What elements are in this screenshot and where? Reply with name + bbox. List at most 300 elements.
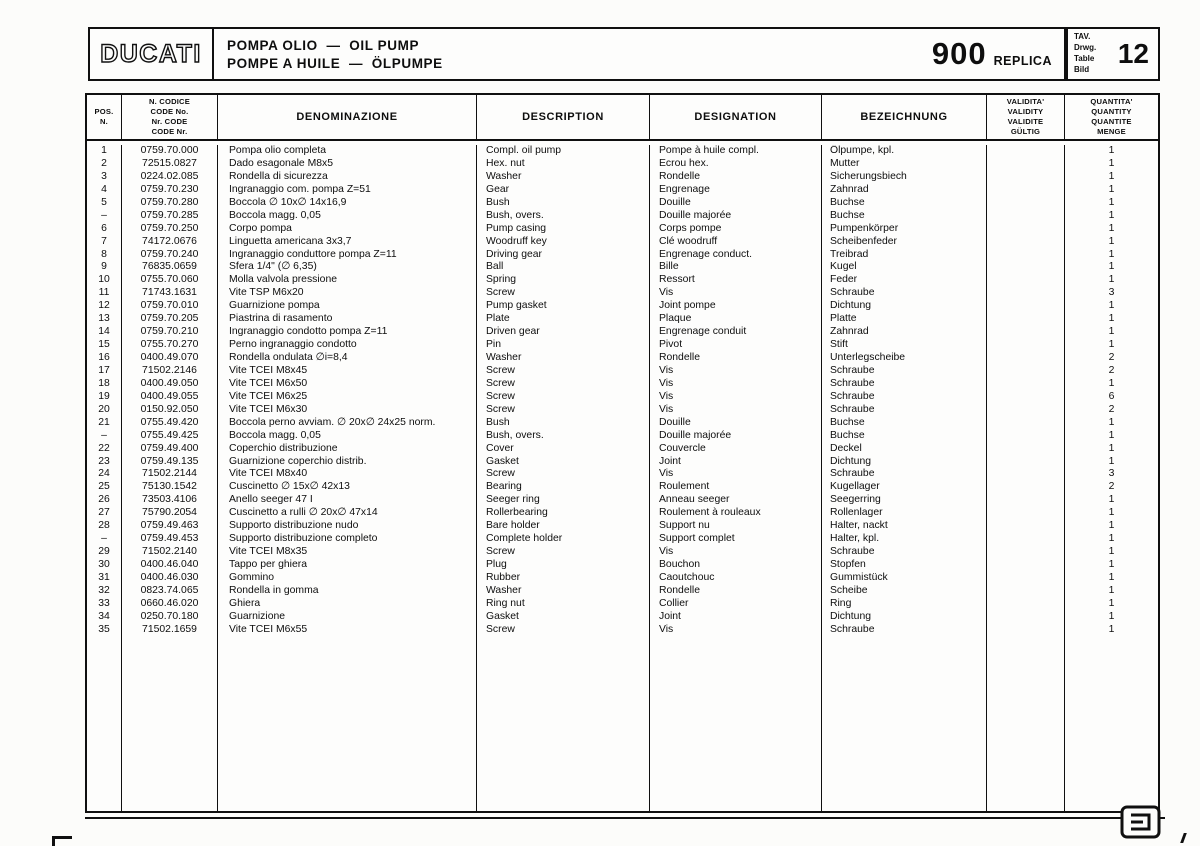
quantity-cell: 1 — [1108, 170, 1115, 182]
validity-cell — [987, 494, 1065, 507]
table-row — [87, 494, 1158, 507]
bezeichnung-cell: Schraube — [822, 546, 987, 559]
code-cell: 0755.49.420 — [122, 417, 218, 430]
tav-label-fr: Table — [1074, 54, 1095, 63]
bezeichnung-cell: Scheibenfeder — [822, 236, 987, 249]
code-cell: 0755.49.425 — [122, 430, 218, 443]
table-body — [87, 141, 1158, 811]
table-row — [87, 261, 1158, 274]
quantity-cell: 1 — [1108, 546, 1115, 558]
validity-cell — [987, 287, 1065, 300]
quantity-cell: 1 — [1108, 455, 1115, 467]
designation-cell: Engrenage — [650, 184, 822, 197]
col-header-validity: VALIDITA' VALIDITY VALIDITE GÜLTIG — [987, 95, 1065, 139]
page-edge-mark — [52, 836, 72, 846]
validity-cell — [987, 313, 1065, 326]
col-header-code-line2: CODE No. — [150, 107, 189, 117]
pos-cell: 28 — [87, 520, 122, 533]
table-row — [87, 158, 1158, 171]
col-header-denominazione: DENOMINAZIONE — [218, 95, 477, 139]
table-row — [87, 352, 1158, 365]
denominazione-cell: Linguetta americana 3x3,7 — [218, 236, 477, 249]
denominazione-cell: Guarnizione coperchio distrib. — [218, 456, 477, 469]
ducati-corner-mark-icon — [1118, 804, 1164, 845]
designation-cell: Roulement à rouleaux — [650, 507, 822, 520]
pos-cell: 13 — [87, 313, 122, 326]
validity-cell — [987, 468, 1065, 481]
denominazione-cell: Tappo per ghiera — [218, 559, 477, 572]
header-band — [88, 27, 1066, 81]
designation-cell: Pompe à huile compl. — [650, 145, 822, 158]
table-row — [87, 404, 1158, 417]
denominazione-cell: Vite TCEI M8x40 — [218, 468, 477, 481]
designation-cell: Support nu — [650, 520, 822, 533]
table-row — [87, 274, 1158, 287]
bezeichnung-cell: Schraube — [822, 391, 987, 404]
description-cell: Driving gear — [477, 249, 650, 262]
designation-cell: Vis — [650, 378, 822, 391]
designation-cell: Collier — [650, 598, 822, 611]
quantity-cell: 1 — [1108, 610, 1115, 622]
denominazione-cell: Boccola ∅ 10x∅ 14x16,9 — [218, 197, 477, 210]
quantity-cell: 1 — [1108, 222, 1115, 234]
pos-cell: 21 — [87, 417, 122, 430]
bezeichnung-cell: Rollenlager — [822, 507, 987, 520]
table-number-labels — [1068, 32, 1096, 75]
bezeichnung-cell: Halter, nackt — [822, 520, 987, 533]
quantity-cell: 1 — [1108, 416, 1115, 428]
ducati-logo-icon — [97, 37, 205, 71]
description-cell: Rubber — [477, 572, 650, 585]
designation-cell: Vis — [650, 365, 822, 378]
denominazione-cell: Guarnizione — [218, 611, 477, 624]
designation-cell: Vis — [650, 287, 822, 300]
quantity-cell: 1 — [1108, 274, 1115, 286]
denominazione-cell: Anello seeger 47 I — [218, 494, 477, 507]
denominazione-cell: Coperchio distribuzione — [218, 443, 477, 456]
table-row — [87, 520, 1158, 533]
table-row — [87, 507, 1158, 520]
designation-cell: Douille majorée — [650, 430, 822, 443]
quantity-cell: 3 — [1108, 468, 1115, 480]
table-row — [87, 624, 1158, 637]
pos-cell: – — [87, 430, 122, 443]
table-row — [87, 430, 1158, 443]
designation-cell: Douille — [650, 197, 822, 210]
pos-cell: 1 — [87, 145, 122, 158]
validity-cell — [987, 300, 1065, 313]
validity-cell — [987, 598, 1065, 611]
pos-cell: 7 — [87, 236, 122, 249]
table-row — [87, 326, 1158, 339]
designation-cell: Douille majorée — [650, 210, 822, 223]
code-cell: 0759.70.250 — [122, 223, 218, 236]
table-row — [87, 559, 1158, 572]
bezeichnung-cell: Kugellager — [822, 481, 987, 494]
description-cell: Bush — [477, 197, 650, 210]
pos-cell: 9 — [87, 261, 122, 274]
description-cell: Rollerbearing — [477, 507, 650, 520]
col-header-designation: DESIGNATION — [650, 95, 822, 139]
denominazione-cell: Ghiera — [218, 598, 477, 611]
designation-cell: Joint — [650, 611, 822, 624]
pos-cell: 20 — [87, 404, 122, 417]
table-row — [87, 443, 1158, 456]
validity-cell — [987, 507, 1065, 520]
code-cell: 71502.2146 — [122, 365, 218, 378]
validity-cell — [987, 326, 1065, 339]
validity-cell — [987, 261, 1065, 274]
parts-table — [85, 93, 1160, 813]
quantity-cell: 1 — [1108, 339, 1115, 351]
col-header-pos-line1: POS. — [94, 107, 114, 117]
pos-cell: 4 — [87, 184, 122, 197]
code-cell: 0755.70.060 — [122, 274, 218, 287]
table-row — [87, 365, 1158, 378]
table-row — [87, 236, 1158, 249]
description-cell: Bush, overs. — [477, 430, 650, 443]
bezeichnung-cell: Scheibe — [822, 585, 987, 598]
code-cell: 73503.4106 — [122, 494, 218, 507]
table-row — [87, 611, 1158, 624]
code-cell: 74172.0676 — [122, 236, 218, 249]
denominazione-cell: Boccola magg. 0,05 — [218, 430, 477, 443]
bezeichnung-cell: Kugel — [822, 261, 987, 274]
description-cell: Woodruff key — [477, 236, 650, 249]
quantity-cell: 2 — [1108, 352, 1115, 363]
validity-cell — [987, 572, 1065, 585]
bezeichnung-cell: Schraube — [822, 378, 987, 391]
code-cell: 0759.70.240 — [122, 249, 218, 262]
bezeichnung-cell: Pumpenkörper — [822, 223, 987, 236]
quantity-cell: 6 — [1108, 390, 1115, 402]
bezeichnung-cell: Buchse — [822, 430, 987, 443]
validity-cell — [987, 249, 1065, 262]
col-header-description: DESCRIPTION — [477, 95, 650, 139]
designation-cell: Caoutchouc — [650, 572, 822, 585]
denominazione-cell: Pompa olio completa — [218, 145, 477, 158]
denominazione-cell: Vite TCEI M6x30 — [218, 404, 477, 417]
bezeichnung-cell: Zahnrad — [822, 184, 987, 197]
code-cell: 0759.49.453 — [122, 533, 218, 546]
denominazione-cell: Vite TCEI M8x45 — [218, 365, 477, 378]
denominazione-cell: Gommino — [218, 572, 477, 585]
pos-cell: 17 — [87, 365, 122, 378]
denominazione-cell: Vite TCEI M6x55 — [218, 624, 477, 637]
pos-cell: 24 — [87, 468, 122, 481]
pos-cell: 26 — [87, 494, 122, 507]
description-cell: Bare holder — [477, 520, 650, 533]
pos-cell: 19 — [87, 391, 122, 404]
denominazione-cell: Corpo pompa — [218, 223, 477, 236]
code-cell: 0224.02.085 — [122, 171, 218, 184]
code-cell: 0250.70.180 — [122, 611, 218, 624]
table-row — [87, 223, 1158, 236]
validity-cell — [987, 430, 1065, 443]
bezeichnung-cell: Schraube — [822, 365, 987, 378]
description-cell: Washer — [477, 352, 650, 365]
designation-cell: Vis — [650, 624, 822, 637]
pos-cell: 35 — [87, 624, 122, 637]
validity-cell — [987, 546, 1065, 559]
validity-cell — [987, 559, 1065, 572]
bottom-rule — [85, 817, 1165, 819]
bezeichnung-cell: Schraube — [822, 468, 987, 481]
bezeichnung-cell: Schraube — [822, 404, 987, 417]
validity-cell — [987, 158, 1065, 171]
validity-cell — [987, 585, 1065, 598]
code-cell: 0759.70.285 — [122, 210, 218, 223]
designation-cell: Ressort — [650, 274, 822, 287]
quantity-cell: 1 — [1108, 507, 1115, 519]
quantity-cell: 1 — [1108, 571, 1115, 583]
description-cell: Driven gear — [477, 326, 650, 339]
table-row — [87, 572, 1158, 585]
description-cell: Plate — [477, 313, 650, 326]
pos-cell: – — [87, 533, 122, 546]
denominazione-cell: Boccola perno avviam. ∅ 20x∅ 24x25 norm. — [218, 417, 477, 430]
designation-cell: Joint — [650, 456, 822, 469]
quantity-cell: 1 — [1108, 183, 1115, 195]
col-header-bezeichnung: BEZEICHNUNG — [822, 95, 987, 139]
denominazione-cell: Vite TCEI M6x50 — [218, 378, 477, 391]
filler-row — [87, 637, 1158, 811]
quantity-cell: 1 — [1108, 300, 1115, 312]
col-header-code-line4: CODE Nr. — [151, 126, 188, 136]
quantity-cell: 3 — [1108, 287, 1115, 299]
validity-cell — [987, 145, 1065, 158]
bezeichnung-cell: Stift — [822, 339, 987, 352]
table-row — [87, 300, 1158, 313]
quantity-cell: 1 — [1108, 597, 1115, 609]
pos-cell: – — [87, 210, 122, 223]
denominazione-cell: Piastrina di rasamento — [218, 313, 477, 326]
col-header-code-line1: N. CODICE — [148, 97, 191, 107]
code-cell: 0759.70.205 — [122, 313, 218, 326]
code-cell: 0400.49.055 — [122, 391, 218, 404]
code-cell: 0759.49.463 — [122, 520, 218, 533]
designation-cell: Douille — [650, 417, 822, 430]
validity-cell — [987, 210, 1065, 223]
table-row — [87, 598, 1158, 611]
description-cell: Complete holder — [477, 533, 650, 546]
quantity-cell: 1 — [1108, 235, 1115, 247]
pos-cell: 31 — [87, 572, 122, 585]
denominazione-cell: Vite TCEI M8x35 — [218, 546, 477, 559]
table-row — [87, 546, 1158, 559]
table-row — [87, 249, 1158, 262]
denominazione-cell: Boccola magg. 0,05 — [218, 210, 477, 223]
validity-cell — [987, 184, 1065, 197]
quantity-cell: 1 — [1108, 261, 1115, 273]
code-cell: 72515.0827 — [122, 158, 218, 171]
description-cell: Ball — [477, 261, 650, 274]
validity-cell — [987, 171, 1065, 184]
validity-cell — [987, 223, 1065, 236]
validity-cell — [987, 611, 1065, 624]
description-cell: Screw — [477, 287, 650, 300]
col-header-pos — [87, 95, 122, 139]
table-row — [87, 210, 1158, 223]
pos-cell: 23 — [87, 456, 122, 469]
denominazione-cell: Vite TCEI M6x25 — [218, 391, 477, 404]
bezeichnung-cell: Treibrad — [822, 249, 987, 262]
bezeichnung-cell: Schraube — [822, 287, 987, 300]
denominazione-cell: Rondella ondulata ∅i=8,4 — [218, 352, 477, 365]
quantity-cell: 1 — [1108, 145, 1115, 156]
table-header-row — [87, 95, 1158, 141]
code-cell: 0759.70.210 — [122, 326, 218, 339]
pos-cell: 11 — [87, 287, 122, 300]
quantity-cell: 1 — [1108, 326, 1115, 338]
pos-cell: 29 — [87, 546, 122, 559]
designation-cell: Bouchon — [650, 559, 822, 572]
description-cell: Pump gasket — [477, 300, 650, 313]
document-title — [214, 29, 932, 79]
description-cell: Gasket — [477, 456, 650, 469]
pos-cell: 5 — [87, 197, 122, 210]
denominazione-cell: Perno ingranaggio condotto — [218, 339, 477, 352]
bezeichnung-cell: Mutter — [822, 158, 987, 171]
model-cell — [932, 29, 1064, 79]
validity-cell — [987, 404, 1065, 417]
designation-cell: Support complet — [650, 533, 822, 546]
code-cell: 0759.49.400 — [122, 443, 218, 456]
pos-cell: 30 — [87, 559, 122, 572]
bezeichnung-cell: Sicherungsbiech — [822, 171, 987, 184]
bezeichnung-cell: Dichtung — [822, 456, 987, 469]
code-cell: 0759.70.010 — [122, 300, 218, 313]
quantity-cell: 1 — [1108, 429, 1115, 441]
denominazione-cell: Molla valvola pressione — [218, 274, 477, 287]
validity-cell — [987, 365, 1065, 378]
designation-cell: Clé woodruff — [650, 236, 822, 249]
description-cell: Bearing — [477, 481, 650, 494]
col-header-code — [122, 95, 218, 139]
bezeichnung-cell: Dichtung — [822, 611, 987, 624]
table-row — [87, 145, 1158, 158]
code-cell: 0823.74.065 — [122, 585, 218, 598]
table-row — [87, 313, 1158, 326]
pos-cell: 3 — [87, 171, 122, 184]
table-row — [87, 417, 1158, 430]
validity-cell — [987, 339, 1065, 352]
quantity-cell: 2 — [1108, 481, 1115, 493]
denominazione-cell: Cuscinetto ∅ 15x∅ 42x13 — [218, 481, 477, 494]
denominazione-cell: Ingranaggio conduttore pompa Z=11 — [218, 249, 477, 262]
tav-label-en: Drwg. — [1074, 43, 1097, 53]
pos-cell: 10 — [87, 274, 122, 287]
brand-logo-cell — [90, 29, 214, 79]
designation-cell: Rondelle — [650, 171, 822, 184]
validity-cell — [987, 417, 1065, 430]
pos-cell: 14 — [87, 326, 122, 339]
code-cell: 0755.70.270 — [122, 339, 218, 352]
designation-cell: Roulement — [650, 481, 822, 494]
designation-cell: Rondelle — [650, 352, 822, 365]
designation-cell: Engrenage conduct. — [650, 249, 822, 262]
designation-cell: Corps pompe — [650, 223, 822, 236]
table-number: 12 — [1117, 38, 1149, 69]
code-cell: 71502.1659 — [122, 624, 218, 637]
description-cell: Seeger ring — [477, 494, 650, 507]
description-cell: Plug — [477, 559, 650, 572]
pos-cell: 8 — [87, 249, 122, 262]
bezeichnung-cell: Buchse — [822, 210, 987, 223]
designation-cell: Ecrou hex. — [650, 158, 822, 171]
pos-cell: 34 — [87, 611, 122, 624]
description-cell: Pin — [477, 339, 650, 352]
description-cell: Compl. oil pump — [477, 145, 650, 158]
validity-cell — [987, 443, 1065, 456]
col-header-quantity: QUANTITA' QUANTITY QUANTITE MENGE — [1090, 97, 1133, 136]
quantity-cell: 1 — [1108, 157, 1115, 169]
code-cell: 71743.1631 — [122, 287, 218, 300]
description-cell: Bush, overs. — [477, 210, 650, 223]
code-cell: 0759.70.230 — [122, 184, 218, 197]
quantity-cell: 2 — [1108, 403, 1115, 415]
brand-logo-text: DUCATI — [100, 40, 202, 68]
pos-cell: 2 — [87, 158, 122, 171]
quantity-cell: 1 — [1108, 248, 1115, 260]
validity-cell — [987, 456, 1065, 469]
bezeichnung-cell: Buchse — [822, 417, 987, 430]
description-cell: Screw — [477, 468, 650, 481]
denominazione-cell: Supporto distribuzione completo — [218, 533, 477, 546]
designation-cell: Anneau seeger — [650, 494, 822, 507]
table-row — [87, 391, 1158, 404]
table-row — [87, 456, 1158, 469]
pos-cell: 25 — [87, 481, 122, 494]
code-cell: 0400.46.040 — [122, 559, 218, 572]
table-row — [87, 533, 1158, 546]
col-header-code-line3: Nr. CODE — [151, 117, 188, 126]
quantity-cell: 1 — [1108, 442, 1115, 454]
quantity-cell: 1 — [1108, 377, 1115, 389]
model-suffix: REPLICA — [993, 53, 1052, 68]
table-row — [87, 287, 1158, 300]
table-row — [87, 184, 1158, 197]
pos-cell: 27 — [87, 507, 122, 520]
validity-cell — [987, 197, 1065, 210]
validity-cell — [987, 378, 1065, 391]
designation-cell: Pivot — [650, 339, 822, 352]
pos-cell: 32 — [87, 585, 122, 598]
pos-cell: 12 — [87, 300, 122, 313]
validity-cell — [987, 352, 1065, 365]
code-cell: 0759.49.135 — [122, 456, 218, 469]
designation-cell: Rondelle — [650, 585, 822, 598]
validity-cell — [987, 520, 1065, 533]
denominazione-cell: Vite TSP M6x20 — [218, 287, 477, 300]
table-number-box — [1066, 27, 1160, 81]
quantity-cell: 1 — [1108, 559, 1115, 570]
bezeichnung-cell: Dichtung — [822, 300, 987, 313]
code-cell: 0400.49.070 — [122, 352, 218, 365]
model-number: 900 — [931, 36, 987, 71]
designation-cell: Vis — [650, 391, 822, 404]
col-header-pos-line2: N. — [100, 117, 108, 126]
quantity-cell: 1 — [1108, 209, 1115, 221]
tav-label-de: Bild — [1074, 64, 1090, 74]
code-cell: 71502.2140 — [122, 546, 218, 559]
designation-cell: Engrenage conduit — [650, 326, 822, 339]
table-row — [87, 378, 1158, 391]
quantity-cell: 2 — [1108, 364, 1115, 376]
description-cell: Gasket — [477, 611, 650, 624]
designation-cell: Plaque — [650, 313, 822, 326]
quantity-cell: 1 — [1108, 584, 1115, 596]
